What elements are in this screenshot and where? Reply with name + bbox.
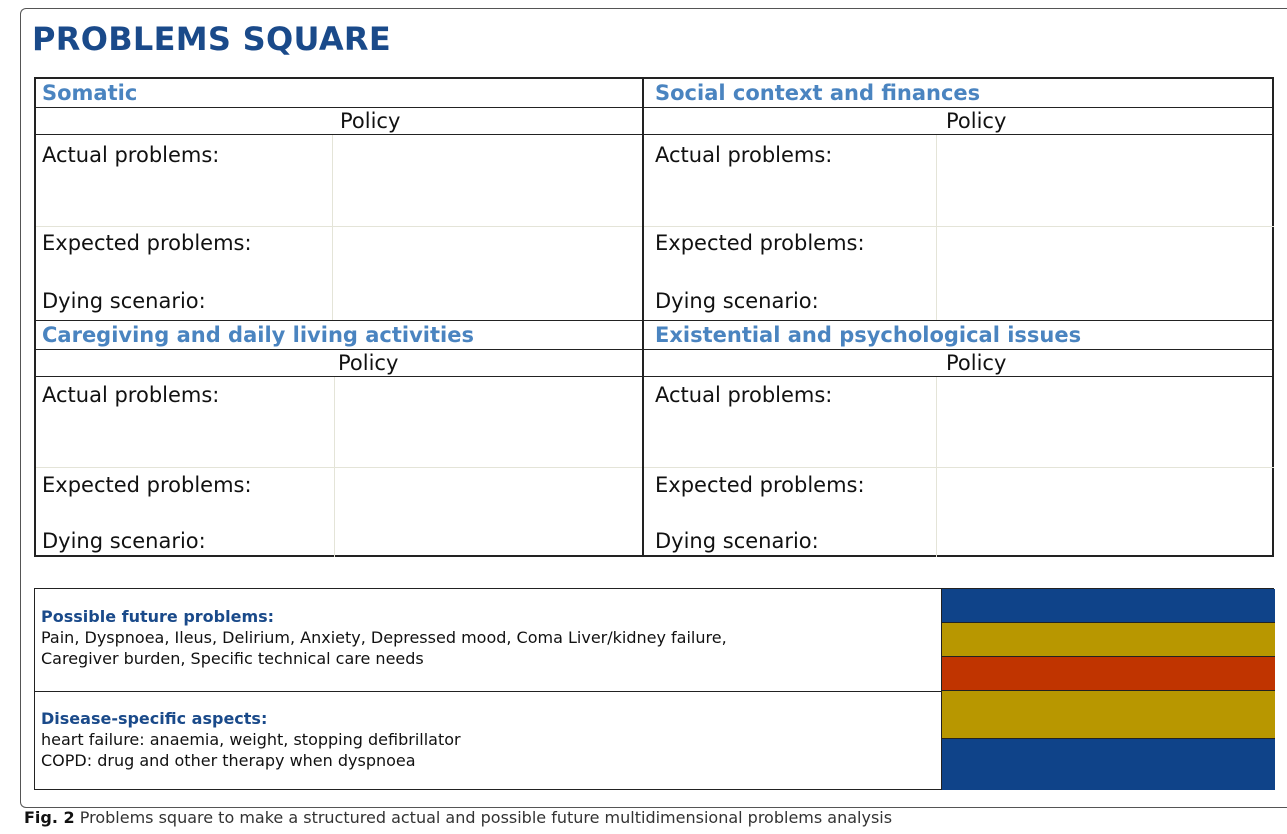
disease-specific-section [35,692,941,790]
future-problems-line: Caregiver burden, Specific technical care needs [41,649,424,668]
caption-text: Problems square to make a structured actual and possible future multidimensional problems analysis [74,808,893,827]
actual-problems-label: Actual problems: [655,383,833,407]
disease-specific-line: COPD: drug and other therapy when dyspnoea [41,751,416,770]
row-divider [644,467,1274,468]
future-problems-line: Pain, Dyspnoea, Ileus, Delirium, Anxiety, Depressed mood, Coma Liver/kidney failure, [41,628,727,647]
policy-label: Policy [946,109,1007,133]
swatch-red [942,657,1275,691]
policy-row [36,107,642,135]
figure-caption [24,808,892,827]
future-problems-heading: Possible future problems: [41,607,275,626]
caption-label: Fig. 2 [24,808,75,827]
legend-box [34,588,1274,790]
row-divider [36,226,642,227]
swatch-blue [942,589,1275,623]
swatch-gold [942,623,1275,657]
expected-problems-label: Expected problems: [655,473,865,497]
quadrant-heading: Caregiving and daily living activities [42,323,474,347]
policy-label: Policy [946,351,1007,375]
cell-divider [936,135,937,320]
dying-scenario-label: Dying scenario: [42,289,206,313]
row-divider [36,467,642,468]
policy-label: Policy [340,109,401,133]
figure-title: PROBLEMS SQUARE [32,20,391,58]
disease-specific-heading: Disease-specific aspects: [41,709,268,728]
quadrant-existential [644,321,1274,557]
dying-scenario-label: Dying scenario: [42,529,206,553]
expected-problems-label: Expected problems: [42,231,252,255]
quadrant-heading: Somatic [42,81,138,105]
quadrant-heading: Social context and finances [655,81,981,105]
actual-problems-label: Actual problems: [42,383,220,407]
quadrant-caregiving [36,321,642,557]
policy-label: Policy [338,351,399,375]
cell-divider [332,135,333,320]
policy-row [36,349,642,377]
color-swatches [941,589,1275,789]
expected-problems-label: Expected problems: [655,231,865,255]
actual-problems-label: Actual problems: [42,143,220,167]
row-divider [644,226,1274,227]
swatch-gold [942,691,1275,739]
dying-scenario-label: Dying scenario: [655,529,819,553]
quadrant-heading: Existential and psychological issues [655,323,1082,347]
quadrant-somatic [36,79,642,320]
dying-scenario-label: Dying scenario: [655,289,819,313]
quadrant-social [644,79,1274,320]
expected-problems-label: Expected problems: [42,473,252,497]
problems-grid [34,77,1274,557]
policy-row [644,107,1274,135]
swatch-blue [942,739,1275,790]
policy-row [644,349,1274,377]
actual-problems-label: Actual problems: [655,143,833,167]
disease-specific-line: heart failure: anaemia, weight, stopping defibrillator [41,730,461,749]
future-problems-section [35,589,941,691]
